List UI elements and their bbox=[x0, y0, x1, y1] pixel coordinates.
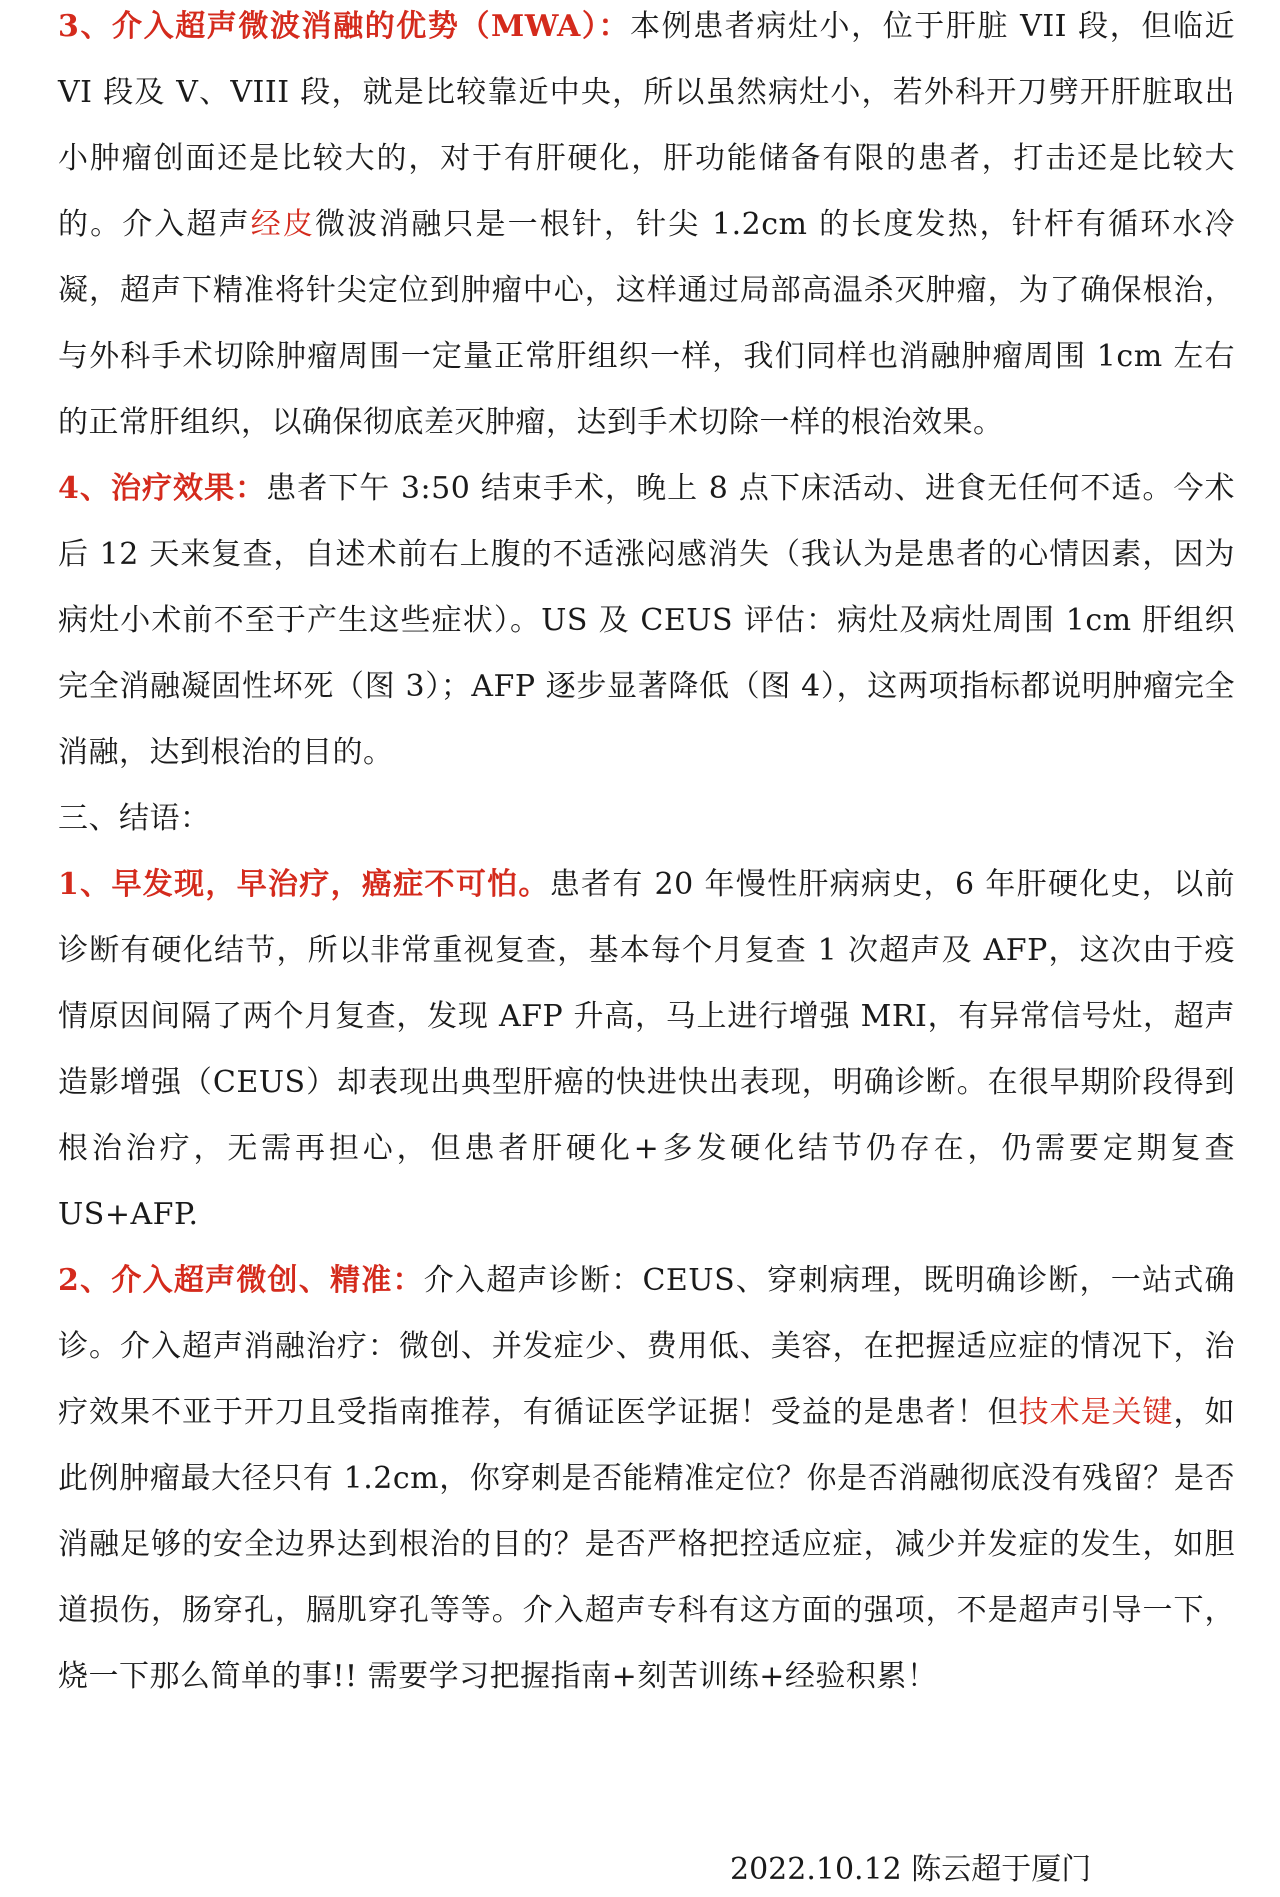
paragraph-conclusion-title bbox=[58, 786, 1235, 852]
paragraph-text: 患者下午 3:50 结束手术，晚上 8 点下床活动、进食无任何不适。今术后 12 天来复查，自述术前右上腹的不适涨闷感消失（我认为是患者的心情因素，因为病灶小术前不至于产生这些症状）。US 及 CEUS 评估：病灶及病灶周围 1cm 肝组织完全消融凝固性坏死（图 3）；AFP 逐步显著降低（图 4），这两项指标都说明肿瘤完全消融，达到根治的目的。 bbox=[58, 471, 1235, 770]
paragraph-text: 患者有 20 年慢性肝病病史，6 年肝硬化史，以前诊断有硬化结节，所以非常重视复查，基本每个月复查 1 次超声及 AFP，这次由于疫情原因间隔了两个月复查，发现 AFP 升高，马上进行增强 MRI，有异常信号灶，超声造影增强（CEUS）却表现出典型肝癌的快进快出表现，明确诊断。在很早期阶段得到根治治疗，无需再担心，但患者肝硬化+多发硬化结节仍存在，仍需要定期复查 US+AFP. bbox=[58, 867, 1236, 1232]
section-heading-early-detection: 1、早发现，早治疗，癌症不可怕。 bbox=[58, 867, 550, 902]
paragraph-early-detection bbox=[58, 852, 1235, 1248]
section-heading-minimally-invasive: 2、介入超声微创、精准： bbox=[58, 1263, 424, 1298]
paragraph-text: 本例患者病灶小，位于肝脏 VII 段，但临近 VI 段及 V、VIII 段，就是比较靠近中央，所以虽然病灶小，若外科开刀劈开肝脏取出小肿瘤创面还是比较大的，对于有肝硬化，肝功能储备有限的患者，打击还是比较大的。介入超声 bbox=[58, 9, 1235, 242]
paragraph-text: 介入超声诊断：CEUS、穿刺病理，既明确诊断，一站式确诊。介入超声消融治疗：微创、并发症少、费用低、美容，在把握适应症的情况下，治疗效果不亚于开刀且受指南推荐，有循证医学证据！受益的是患者！但 bbox=[58, 1263, 1235, 1430]
highlight-text: 技术是关键 bbox=[1018, 1395, 1174, 1430]
section-heading-mwa: 3、介入超声微波消融的优势（MWA）： bbox=[58, 9, 631, 44]
paragraph-mwa-advantages bbox=[58, 0, 1235, 456]
section-heading-treatment-effect: 4、治疗效果： bbox=[58, 471, 267, 506]
paragraph-text: 微波消融只是一根针，针尖 1.2cm 的长度发热，针杆有循环水冷凝，超声下精准将针尖定位到肿瘤中心，这样通过局部高温杀灭肿瘤，为了确保根治，与外科手术切除肿瘤周围一定量正常肝组织一样，我们同样也消融肿瘤周围 1cm 左右的正常肝组织，以确保彻底差灭肿瘤，达到手术切除一样的根治效果。 bbox=[58, 207, 1236, 440]
highlight-text: 经皮 bbox=[250, 207, 315, 242]
paragraph-treatment-effect bbox=[58, 456, 1235, 786]
paragraph-text: ，如此例肿瘤最大径只有 1.2cm，你穿刺是否能精准定位？你是否消融彻底没有残留？是否消融足够的安全边界达到根治的目的？是否严格把控适应症，减少并发症的发生，如胆道损伤，肠穿孔，膈肌穿孔等等。介入超声专科有这方面的强项，不是超声引导一下，烧一下那么简单的事!! 需要学习把握指南+刻苦训练+经验积累！ bbox=[58, 1395, 1236, 1694]
section-heading-conclusion: 三、结语： bbox=[58, 801, 211, 836]
paragraph-minimally-invasive bbox=[58, 1248, 1235, 1710]
signature-line: 2022.10.12 陈云超于厦门 bbox=[730, 1852, 1092, 1887]
